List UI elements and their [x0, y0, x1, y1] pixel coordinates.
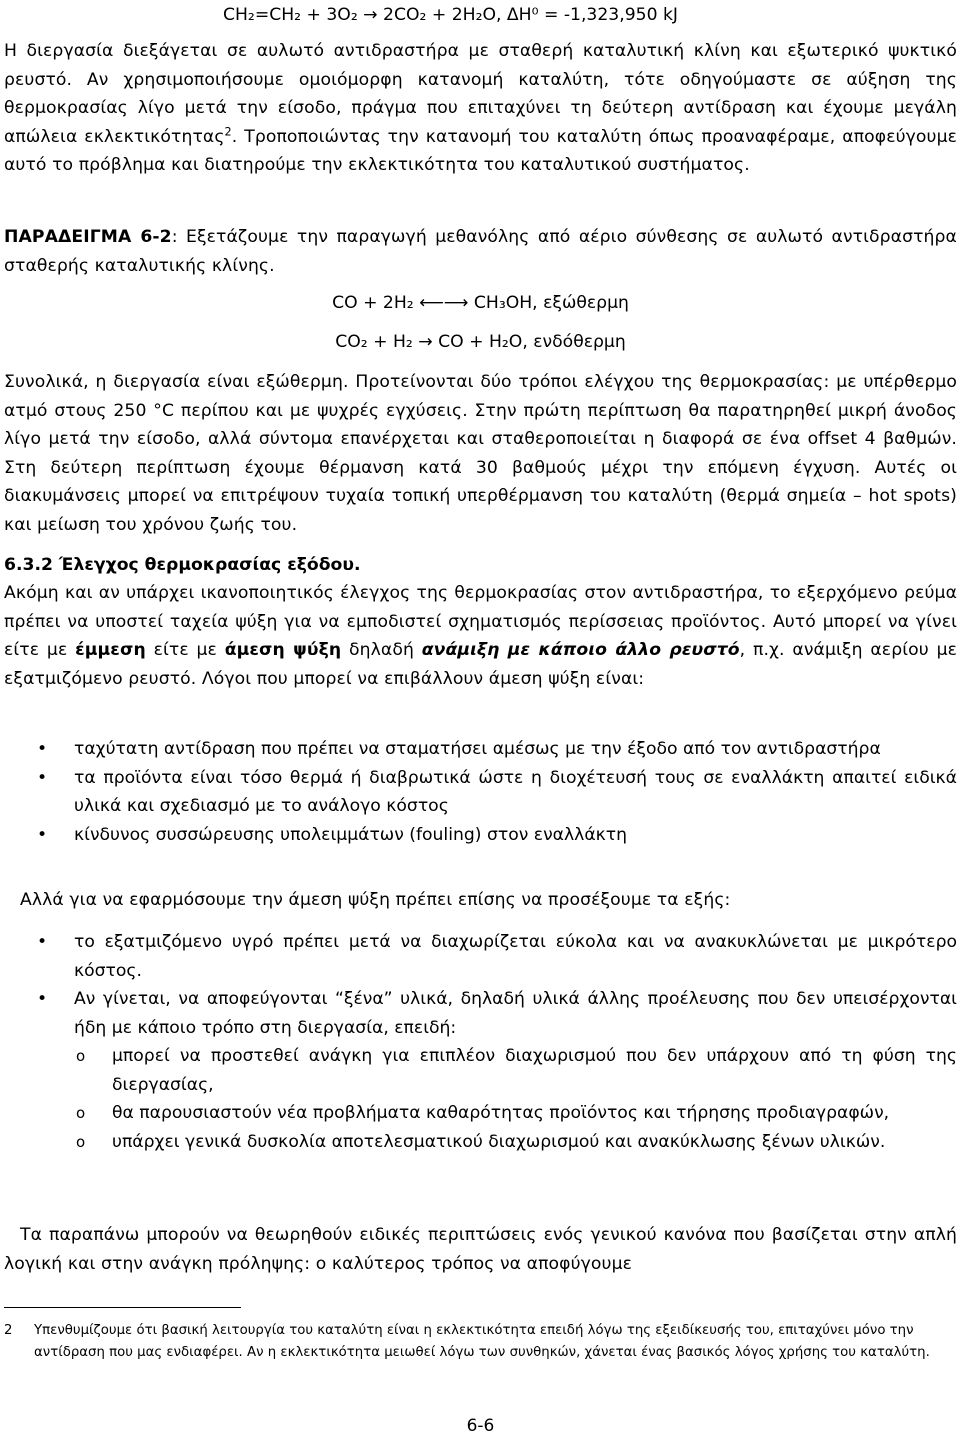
footnote-divider: [4, 1307, 241, 1308]
list-item: o υπάρχει γενικά δυσκολία αποτελεσματικού διαχωρισμού και ανακύκλωσης ξένων υλικών.: [4, 1128, 957, 1157]
bullet-icon: •: [37, 739, 48, 759]
footnote: [4, 1320, 944, 1365]
equation-shift: CO₂ + H₂ → CO + H₂O, ενδόθερμη: [335, 332, 626, 352]
example-paragraph: ΠΑΡΑΔΕΙΓΜΑ 6-2: Εξετάζουμε την παραγωγή μεθανόλης από αέριο σύνθεσης σε αυλωτό αντιδραστήρα σταθερής καταλυτικής κλίνης.: [4, 227, 957, 276]
section-heading: 6.3.2 Έλεγχος θερμοκρασίας εξόδου.: [4, 555, 361, 575]
footnote-ref[interactable]: 2: [224, 125, 232, 139]
bullet-icon: •: [37, 767, 48, 788]
list-item: • κίνδυνος συσσώρευσης υπολειμμάτων (fouling) στον εναλλάκτη: [4, 821, 957, 850]
list-item: o μπορεί να προστεθεί ανάγκη για επιπλέον διαχωρισμού που δεν υπάρχουν από τη φύση της διεργασίας,: [4, 1042, 957, 1099]
list-item: • Αν γίνεται, να αποφεύγονται “ξένα” υλικά, δηλαδή υλικά άλλης προέλευσης που δεν υπεισέρχονται ήδη με κάποιο τρόπο στη διεργασία, επειδή:: [4, 985, 957, 1042]
bullet-icon: •: [37, 989, 48, 1010]
page-number: 6-6: [466, 1416, 495, 1436]
equation-methanol: CO + 2H₂ ⟵⟶ CH₃OH, εξώθερμη: [332, 293, 629, 313]
footnote-text: Υπενθυμίζουμε ότι βασική λειτουργία του καταλύτη είναι η εκλεκτικότητα επειδή λόγω της εξειδίκευσής του, επιταχύνει μόνο την αντίδραση που μας ενδιαφέρει. Αν η εκλεκτικότητα μειωθεί λόγω των συνθηκών, χάνεται ένας βασικός λόγος χρήσης του καταλύτη.: [34, 1323, 930, 1361]
circle-bullet-icon: o: [76, 1132, 86, 1151]
sub-reasons-list: [4, 1042, 957, 1156]
paragraph-general-rule: Τα παραπάνω μπορούν να θεωρηθούν ειδικές περιπτώσεις ενός γενικού κανόνα που βασίζεται στην απλή λογική και στην ανάγκη πρόληψης: ο καλύτερος τρόπος να αποφύγουμε: [4, 1225, 957, 1274]
circle-bullet-icon: o: [76, 1104, 86, 1123]
footnote-number: 2: [4, 1323, 13, 1338]
circle-bullet-icon: o: [76, 1047, 86, 1065]
paragraph-catalyst-distribution: Η διεργασία διεξάγεται σε αυλωτό αντιδραστήρα με σταθερή καταλυτική κλίνη και εξωτερικό ψυκτικό ρευστό. Αν χρησιμοποιήσουμε ομοιόμορφη κατανομή καταλύτη, τότε οδηγούμαστε σε αύξηση της θερμοκρασίας λίγο μετά την είσοδο, πράγμα που επιταχύνει τη δεύτερη αντίδραση και έχουμε μεγάλη απώλεια εκλεκτικότητας$^2$. Τροποποιώντας την κατανομή του καταλύτη όπως προαναφέραμε, αποφεύγουμε αυτό το πρόβλημα και διατηρούμε την εκλεκτικότητα του καταλυτικού συστήματος.: [4, 41, 957, 176]
example-label: ΠΑΡΑΔΕΙΓΜΑ 6-2: [4, 227, 172, 247]
list-item: • ταχύτατη αντίδραση που πρέπει να σταματήσει αμέσως με την έξοδο από τον αντιδραστήρα: [4, 735, 957, 764]
list-item: o θα παρουσιαστούν νέα προβλήματα καθαρότητας προϊόντος και τήρησης προδιαγραφών,: [4, 1099, 957, 1128]
list-item: • το εξατμιζόμενο υγρό πρέπει μετά να διαχωρίζεται εύκολα και να ανακυκλώνεται με μικρότερο κόστος.: [4, 928, 957, 985]
paragraph-requirements: Αλλά για να εφαρμόσουμε την άμεση ψύξη πρέπει επίσης να προσέξουμε τα εξής:: [20, 890, 731, 910]
list-item: • τα προϊόντα είναι τόσο θερμά ή διαβρωτικά ώστε η διοχέτευσή τους σε εναλλάκτη απαιτεί ειδικά υλικά και σχεδιασμό με το ανάλογο κόστος: [4, 764, 957, 821]
reasons-list: [4, 735, 957, 849]
paragraph-exit-temperature: Ακόμη και αν υπάρχει ικανοποιητικός έλεγχος της θερμοκρασίας στον αντιδραστήρα, το εξερχόμενο ρεύμα πρέπει να υποστεί ταχεία ψύξη για να εμποδιστεί σχηματισμός περίσσειας προϊόντος. Αυτό μπορεί να γίνει είτε με έμμεση είτε με άμεση ψύξη δηλαδή ανάμιξη με κάποιο άλλο ρευστό, π.χ. ανάμιξη αερίου με εξατμιζόμενο ρευστό. Λόγοι που μπορεί να επιβάλλουν άμεση ψύξη είναι:: [4, 583, 957, 689]
paragraph-temperature-control: Συνολικά, η διεργασία είναι εξώθερμη. Προτείνονται δύο τρόποι ελέγχου της θερμοκρασίας: με υπέρθερμο ατμό στους 250 °C περίπου και με ψυχρές εγχύσεις. Στην πρώτη περίπτωση θα παρατηρηθεί μικρή άνοδος λίγο μετά την είσοδο, αλλά σύντομα επανέρχεται και σταθεροποιείται η διαφορά σε ένα offset 4 βαθμών. Στη δεύτερη περίπτωση έχουμε θέρμανση κατά 30 βαθμούς μέχρι την επόμενη έγχυση. Αυτές οι διακυμάνσεις μπορεί να επιτρέψουν τυχαία τοπική υπερθέρμανση του καταλύτη (θερμά σημεία – hot spots) και μείωση του χρόνου ζωής του.: [4, 372, 957, 535]
bullet-icon: •: [37, 824, 48, 845]
requirements-list: [4, 928, 957, 1042]
reaction-equation: CH₂=CH₂ + 3O₂ → 2CO₂ + 2H₂O, ΔH⁰ = -1,323,950 kJ: [223, 5, 678, 25]
bullet-icon: •: [37, 932, 48, 952]
